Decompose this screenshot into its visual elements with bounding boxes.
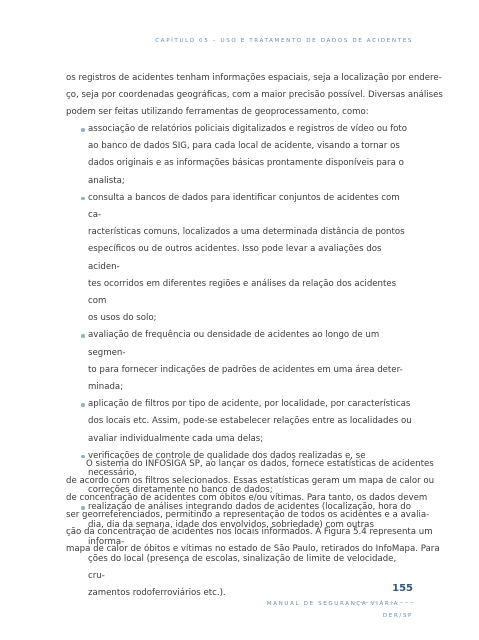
paragraph-line: podem ser feitas utilizando ferramentas de geoprocessamento, como: (66, 107, 369, 118)
bullet-line: associação de relatórios policiais digitalizados e registros de vídeo ou foto (88, 124, 408, 134)
paragraph-line: os registros de acidentes tenham informações espaciais, seja a localização por endere- (66, 73, 442, 83)
bullet-line: específicos ou de outros acidentes. Isso pode levar a avaliações dos aciden- (88, 244, 382, 272)
chapter-header: CAPÍTULO 05 – USO E TRATAMENTO DE DADOS DE ACIDENTES (155, 38, 413, 44)
page-number: 155 (392, 583, 413, 594)
bullet-item (88, 121, 412, 190)
bullet-icon (81, 128, 85, 132)
footer-divider (355, 602, 413, 603)
paragraph-line: de acordo com os filtros selecionados. Essas estatísticas geram um mapa de calor ou (66, 476, 435, 487)
paragraph-line: ço, seja por coordenadas geográficas, com a maior precisão possível. Diversas análises (66, 90, 443, 101)
bullet-line: aplicação de filtros por tipo de acidente, por localidade, por características (88, 399, 411, 410)
paragraph-line: ser georreferenciados, permitindo a representação de todos os acidentes e a avalia- (66, 510, 430, 521)
bullet-line: avaliar individualmente cada uma delas; (88, 433, 264, 444)
bullet-icon (81, 197, 85, 201)
bullet-line: dados originais e as informações básicas prontamente disponíveis para o (88, 158, 404, 169)
bullet-line: racterísticas comuns, localizados a uma determinada distância de pontos (88, 227, 405, 238)
paragraph-line: ção da concentração de acidentes nos locais informados. A Figura 5.4 representa um (66, 527, 433, 538)
bullet-line: tes ocorridos em diferentes regiões e análises da relação dos acidentes com (88, 278, 397, 307)
paragraph-line: de concentração de acidentes com óbitos e/ou vítimas. Para tanto, os dados devem (66, 493, 428, 504)
bullet-line: os usos do solo; (88, 313, 157, 324)
bullet-line: minada; (88, 382, 124, 393)
bullet-line: dia, dia da semana, idade dos envolvidos, sobriedade) com outras informa- (88, 519, 374, 547)
bullet-line: verificações de controle de qualidade dos dados realizadas e, se necessário, (88, 450, 366, 479)
intro-paragraph (66, 70, 443, 121)
closing-paragraph (66, 456, 440, 559)
bullet-line: realização de análises integrando dados de acidentes (localização, hora do (88, 502, 412, 513)
bullet-line: zamentos rodoferroviários etc.). (88, 588, 226, 599)
bullet-icon (81, 334, 85, 338)
bullet-line: dos locais etc. Assim, pode-se estabelecer relações entre as localidades ou (88, 416, 412, 427)
bullet-icon (81, 403, 85, 407)
bullet-item (88, 327, 412, 396)
bullet-line: ao banco de dados SIG, para cada local de acidente, visando a tornar os (88, 141, 400, 152)
footer-organization: DER/SP (382, 613, 413, 619)
bullet-item (88, 396, 412, 448)
bullet-line: correções diretamente no banco de dados; (88, 485, 273, 496)
paragraph-line: O sistema do INFOSIGA SP, ao lançar os dados, fornece estatísticas de acidentes (86, 459, 434, 469)
bullet-line: ções do local (presença de escolas, sinalização de limite de velocidade, cru- (88, 554, 397, 582)
bullet-line: consulta a bancos de dados para identificar conjuntos de acidentes com ca- (88, 192, 400, 221)
bullet-item (88, 190, 412, 328)
paragraph-line: mapa de calor de óbitos e vítimas no estado de São Paulo, retirados do InfoMapa. Para (66, 544, 440, 555)
bullet-line: analista; (88, 175, 125, 186)
footer-manual-title: MANUAL DE SEGURANÇA VIÁRIA (266, 601, 399, 607)
bullet-line: to para fornecer indicações de padrões de acidentes em uma área deter- (88, 364, 403, 375)
bullet-line: avaliação de frequência ou densidade de acidentes ao longo de um segmen- (88, 330, 380, 358)
